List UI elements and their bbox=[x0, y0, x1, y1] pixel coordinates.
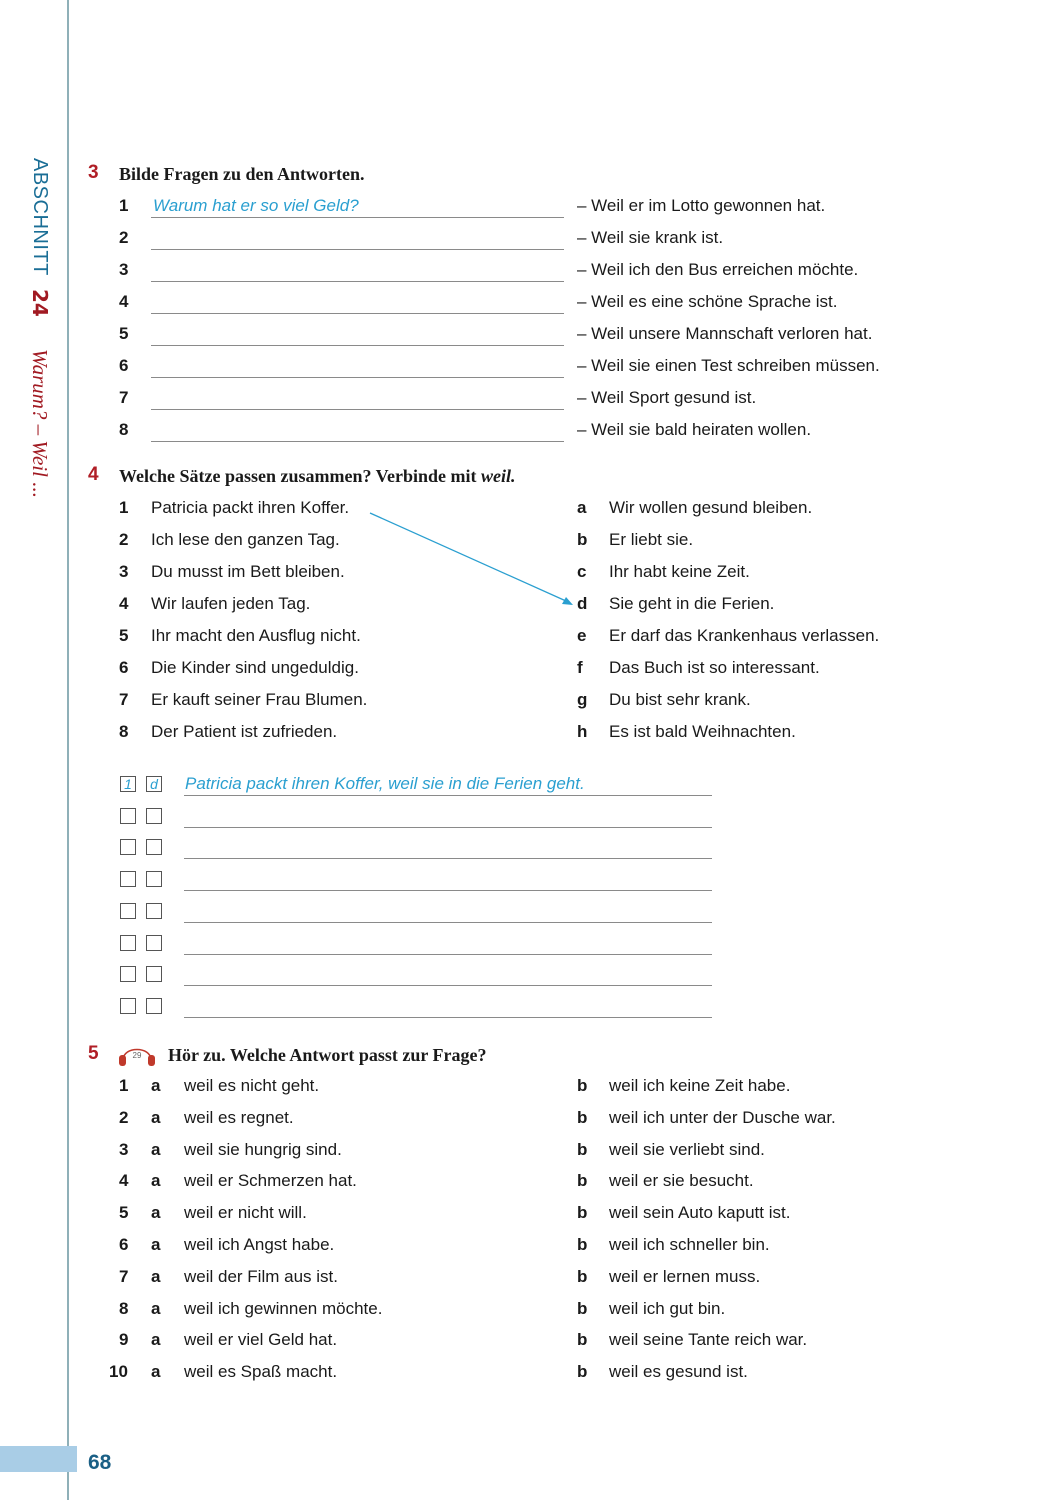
item-letter: d bbox=[577, 594, 588, 613]
option-text: weil der Film aus ist. bbox=[184, 1266, 338, 1286]
number-box[interactable] bbox=[120, 871, 136, 887]
sentence-text: Du bist sehr krank. bbox=[609, 690, 751, 709]
option-letter: b bbox=[577, 1107, 588, 1127]
item-number: 3 bbox=[119, 1139, 129, 1159]
answer-row bbox=[0, 933, 720, 957]
item-number: 6 bbox=[119, 658, 129, 677]
option-text: weil es regnet. bbox=[184, 1107, 294, 1127]
answer-line[interactable] bbox=[151, 441, 564, 442]
sentence-input[interactable]: Patricia packt ihren Koffer, weil sie in die Ferien geht. bbox=[185, 774, 585, 793]
answer-row bbox=[0, 806, 720, 830]
option-text: weil er lernen muss. bbox=[609, 1266, 761, 1286]
option-text: weil es Spaß macht. bbox=[184, 1362, 338, 1382]
answer-line[interactable] bbox=[184, 858, 712, 859]
answer-row bbox=[0, 901, 720, 925]
option-letter: a bbox=[151, 1330, 161, 1350]
item-letter: g bbox=[577, 690, 588, 709]
option-letter: b bbox=[577, 1235, 588, 1254]
question-row bbox=[0, 420, 1045, 444]
option-letter: a bbox=[151, 1107, 161, 1127]
sentence-right[interactable] bbox=[560, 594, 960, 618]
answer-line[interactable] bbox=[184, 1017, 712, 1018]
sentence-text: Sie geht in die Ferien. bbox=[609, 594, 775, 613]
listening-item bbox=[0, 1108, 1045, 1132]
item-letter: e bbox=[577, 626, 587, 645]
answer-line[interactable] bbox=[151, 249, 564, 250]
answer-row bbox=[0, 774, 720, 798]
sentence-left[interactable] bbox=[0, 722, 560, 746]
item-number: 2 bbox=[119, 228, 129, 247]
item-number: 4 bbox=[119, 292, 129, 311]
item-number: 5 bbox=[119, 324, 129, 343]
answer-row bbox=[0, 996, 720, 1020]
number-box[interactable]: 1 bbox=[120, 776, 136, 792]
option-text: weil sie hungrig sind. bbox=[184, 1139, 342, 1159]
item-letter: h bbox=[577, 722, 588, 741]
number-box[interactable] bbox=[120, 998, 136, 1014]
sentence-text: Patricia packt ihren Koffer. bbox=[151, 498, 350, 517]
answer-line[interactable] bbox=[151, 377, 564, 378]
answer-row bbox=[0, 869, 720, 893]
option-letter: b bbox=[577, 1362, 588, 1382]
sentence-left[interactable] bbox=[0, 594, 560, 618]
letter-box[interactable] bbox=[146, 998, 162, 1014]
given-answer: – Weil sie krank ist. bbox=[577, 228, 724, 247]
item-number: 9 bbox=[119, 1330, 129, 1350]
item-number: 4 bbox=[119, 594, 129, 613]
sentence-right[interactable] bbox=[560, 626, 960, 650]
sentence-text: Die Kinder sind ungeduldig. bbox=[151, 658, 359, 677]
number-box[interactable] bbox=[120, 903, 136, 919]
item-number: 2 bbox=[119, 530, 129, 549]
item-number: 1 bbox=[119, 498, 129, 517]
question-row bbox=[0, 388, 1045, 412]
section-number: 24 bbox=[28, 289, 52, 318]
sentence-right[interactable] bbox=[560, 562, 960, 586]
listening-item bbox=[0, 1299, 1045, 1323]
item-number: 7 bbox=[119, 690, 129, 709]
option-letter: b bbox=[577, 1298, 588, 1318]
item-number: 8 bbox=[119, 420, 129, 439]
option-text: weil er nicht will. bbox=[184, 1203, 307, 1223]
page-tab bbox=[0, 1446, 77, 1472]
given-answer: – Weil sie einen Test schreiben müssen. bbox=[577, 356, 880, 375]
sentence-right[interactable] bbox=[560, 722, 960, 746]
option-letter: b bbox=[577, 1171, 588, 1191]
answer-line[interactable] bbox=[184, 827, 712, 828]
option-text: weil ich Angst habe. bbox=[184, 1235, 335, 1254]
sentence-right[interactable] bbox=[560, 690, 960, 714]
item-number: 10 bbox=[109, 1362, 128, 1382]
question-row bbox=[0, 292, 1045, 316]
option-text: weil ich gewinnen möchte. bbox=[184, 1298, 383, 1318]
answer-row bbox=[0, 837, 720, 861]
item-number: 4 bbox=[119, 1171, 129, 1191]
letter-box[interactable] bbox=[146, 903, 162, 919]
option-text: weil ich unter der Dusche war. bbox=[609, 1107, 836, 1127]
sentence-text: Ihr habt keine Zeit. bbox=[609, 562, 750, 581]
sentence-text: Das Buch ist so interessant. bbox=[609, 658, 820, 677]
item-number: 3 bbox=[119, 260, 129, 279]
listening-item bbox=[0, 1203, 1045, 1227]
sentence-right[interactable] bbox=[560, 658, 960, 682]
svg-text:29: 29 bbox=[132, 1051, 142, 1060]
given-answer: – Weil er im Lotto gewonnen hat. bbox=[577, 196, 826, 215]
item-letter: c bbox=[577, 562, 587, 581]
headphones-icon bbox=[116, 1040, 158, 1068]
answer-line[interactable] bbox=[151, 281, 564, 282]
item-letter: b bbox=[577, 530, 588, 549]
given-answer: – Weil Sport gesund ist. bbox=[577, 388, 757, 407]
sentence-left[interactable] bbox=[0, 498, 560, 522]
option-text: weil es nicht geht. bbox=[184, 1076, 320, 1095]
sentence-text: Wir laufen jeden Tag. bbox=[151, 594, 311, 613]
option-letter: b bbox=[577, 1076, 588, 1095]
answer-line[interactable] bbox=[151, 313, 564, 314]
sentence-left[interactable] bbox=[0, 530, 560, 554]
option-text: weil seine Tante reich war. bbox=[609, 1330, 808, 1350]
sentence-text: Wir wollen gesund bleiben. bbox=[609, 498, 813, 517]
option-text: weil es gesund ist. bbox=[609, 1362, 748, 1382]
item-number: 6 bbox=[119, 1235, 129, 1254]
listening-item bbox=[0, 1362, 1045, 1386]
option-letter: b bbox=[577, 1139, 588, 1159]
letter-box[interactable] bbox=[146, 935, 162, 951]
option-text: weil er Schmerzen hat. bbox=[184, 1171, 357, 1191]
listening-item bbox=[0, 1076, 1045, 1100]
sentence-text: Er darf das Krankenhaus verlassen. bbox=[609, 626, 880, 645]
answer-line[interactable] bbox=[184, 922, 712, 923]
sentence-text: Es ist bald Weihnachten. bbox=[609, 722, 796, 741]
answer-line[interactable] bbox=[184, 890, 712, 891]
given-answer: – Weil sie bald heiraten wollen. bbox=[577, 420, 812, 439]
section-topic: Warum? – Weil ... bbox=[28, 348, 52, 498]
letter-box[interactable] bbox=[146, 808, 162, 824]
letter-box[interactable]: d bbox=[146, 776, 162, 792]
exercise-number: 4 bbox=[88, 464, 99, 485]
option-letter: a bbox=[151, 1203, 161, 1223]
question-input[interactable]: Warum hat er so viel Geld? bbox=[153, 196, 359, 215]
question-row bbox=[0, 196, 1045, 220]
item-number: 7 bbox=[119, 388, 129, 407]
item-number: 8 bbox=[119, 722, 129, 741]
option-text: weil ich schneller bin. bbox=[609, 1235, 770, 1254]
sentence-text: Ihr macht den Ausflug nicht. bbox=[151, 626, 361, 645]
listening-item bbox=[0, 1235, 1045, 1259]
sentence-text: Du musst im Bett bleiben. bbox=[151, 562, 345, 581]
option-text: weil ich gut bin. bbox=[609, 1298, 726, 1318]
sentence-text: Er kauft seiner Frau Blumen. bbox=[151, 690, 368, 709]
number-box[interactable] bbox=[120, 808, 136, 824]
answer-line[interactable] bbox=[151, 345, 564, 346]
letter-box[interactable] bbox=[146, 871, 162, 887]
option-text: weil sie verliebt sind. bbox=[609, 1139, 765, 1159]
option-text: weil er sie besucht. bbox=[609, 1171, 754, 1191]
number-box[interactable] bbox=[120, 966, 136, 982]
listening-item bbox=[0, 1171, 1045, 1195]
item-number: 6 bbox=[119, 356, 129, 375]
answer-row bbox=[0, 964, 720, 988]
number-box[interactable] bbox=[120, 839, 136, 855]
exercise-title: Hör zu. Welche Antwort passt zur Frage? bbox=[168, 1045, 487, 1065]
sentence-left[interactable] bbox=[0, 658, 560, 682]
page-number: 68 bbox=[88, 1451, 112, 1474]
sentence-left[interactable] bbox=[0, 626, 560, 650]
item-number: 5 bbox=[119, 626, 129, 645]
sentence-left[interactable] bbox=[0, 562, 560, 586]
sentence-text: Ich lese den ganzen Tag. bbox=[151, 530, 340, 549]
item-number: 1 bbox=[119, 1076, 129, 1095]
sentence-right[interactable] bbox=[560, 530, 960, 554]
option-letter: a bbox=[151, 1076, 161, 1095]
given-answer: – Weil es eine schöne Sprache ist. bbox=[577, 292, 838, 311]
answer-line[interactable] bbox=[184, 985, 712, 986]
answer-line[interactable] bbox=[184, 954, 712, 955]
sentence-left[interactable] bbox=[0, 690, 560, 714]
number-box[interactable] bbox=[120, 935, 136, 951]
letter-box[interactable] bbox=[146, 966, 162, 982]
given-answer: – Weil ich den Bus erreichen möchte. bbox=[577, 260, 859, 279]
sentence-text: Der Patient ist zufrieden. bbox=[151, 722, 338, 741]
option-text: weil er viel Geld hat. bbox=[184, 1330, 338, 1350]
question-row bbox=[0, 228, 1045, 252]
option-letter: a bbox=[151, 1266, 161, 1286]
answer-line[interactable] bbox=[184, 795, 712, 796]
option-letter: a bbox=[151, 1171, 161, 1191]
option-letter: a bbox=[151, 1362, 161, 1382]
option-letter: b bbox=[577, 1203, 588, 1223]
item-number: 2 bbox=[119, 1107, 129, 1127]
question-row bbox=[0, 324, 1045, 348]
item-letter: f bbox=[577, 658, 583, 677]
given-answer: – Weil unsere Mannschaft verloren hat. bbox=[577, 324, 873, 343]
option-letter: a bbox=[151, 1298, 161, 1318]
letter-box[interactable] bbox=[146, 839, 162, 855]
item-number: 8 bbox=[119, 1298, 129, 1318]
item-number: 5 bbox=[119, 1203, 129, 1223]
option-letter: a bbox=[151, 1235, 161, 1254]
item-number: 1 bbox=[119, 196, 129, 215]
option-letter: b bbox=[577, 1266, 588, 1286]
sentence-right[interactable] bbox=[560, 498, 960, 522]
question-row bbox=[0, 356, 1045, 380]
option-letter: a bbox=[151, 1139, 161, 1159]
exercise-number: 5 bbox=[88, 1043, 99, 1064]
item-number: 7 bbox=[119, 1266, 129, 1286]
section-label: ABSCHNITT bbox=[29, 158, 51, 276]
item-letter: a bbox=[577, 498, 587, 517]
sentence-text: Er liebt sie. bbox=[609, 530, 694, 549]
listening-item bbox=[0, 1330, 1045, 1354]
exercise-title: Bilde Fragen zu den Antworten. bbox=[119, 164, 365, 184]
option-letter: b bbox=[577, 1330, 588, 1350]
option-text: weil sein Auto kaputt ist. bbox=[609, 1203, 791, 1223]
answer-line[interactable] bbox=[151, 409, 564, 410]
listening-item bbox=[0, 1267, 1045, 1291]
option-text: weil ich keine Zeit habe. bbox=[609, 1076, 791, 1095]
exercise-title: Welche Sätze passen zusammen? Verbinde mit weil. bbox=[119, 466, 516, 486]
item-number: 3 bbox=[119, 562, 129, 581]
listening-item bbox=[0, 1140, 1045, 1164]
question-row bbox=[0, 260, 1045, 284]
answer-line[interactable] bbox=[151, 217, 564, 218]
exercise-number: 3 bbox=[88, 162, 99, 183]
